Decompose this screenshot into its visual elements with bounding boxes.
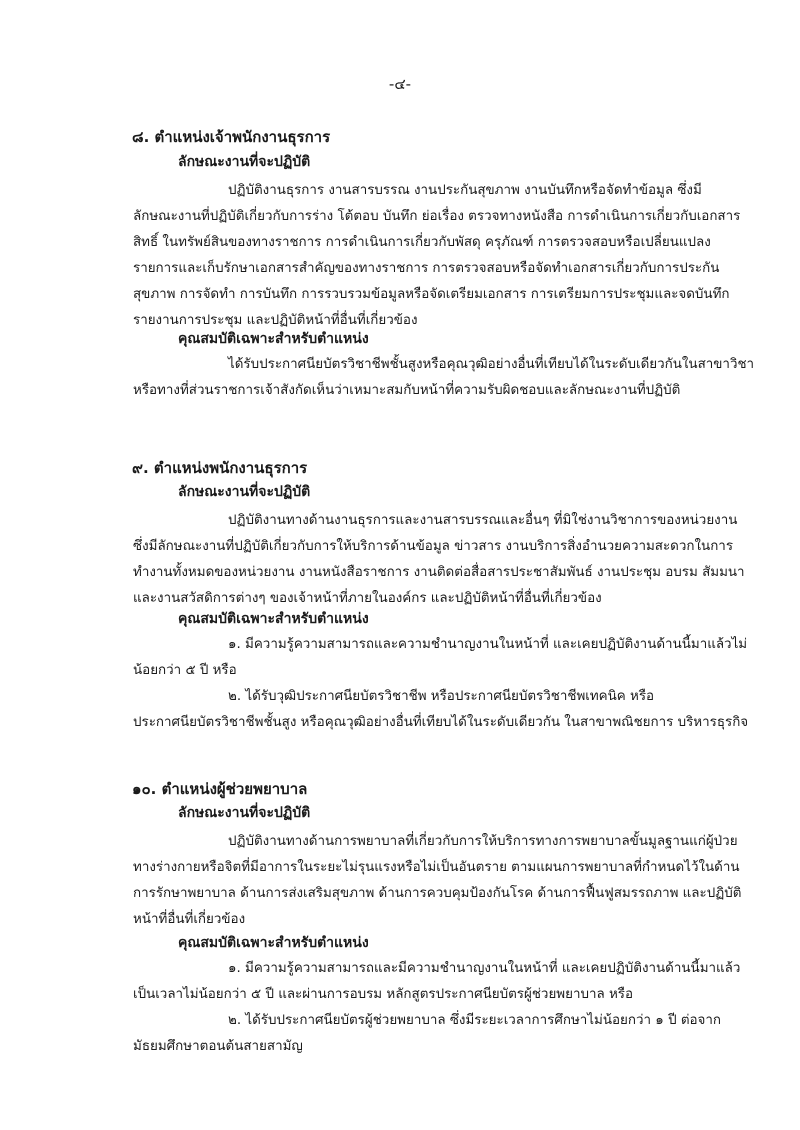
section-9-duty-title: ลักษณะงานที่จะปฏิบัติ	[178, 484, 311, 500]
text-line: เป็นเวลาไม่น้อยกว่า ๕ ปี และผ่านการอบรม หลักสูตรประกาศนียบัตรผู้ช่วยพยาบาล หรือ	[133, 987, 634, 1002]
text-line: ทำงานทั้งหมดของหน่วยงาน งานหนังสือราชการ งานติดต่อสื่อสารประชาสัมพันธ์ งานประชุม อบรม สัมมนา	[133, 565, 745, 580]
section-8-duty-text	[133, 178, 740, 334]
section-9-heading: ๙. ตำแหน่งพนักงานธุรการ	[132, 459, 308, 477]
section-10-duty-text	[133, 829, 741, 933]
text-line: ปฏิบัติงานทางด้านงานธุรการและงานสารบรรณและอื่นๆ ที่มิใช่งานวิชาการของหน่วยงาน	[228, 513, 738, 528]
text-line: ๑. มีความรู้ความสามารถและมีความชำนาญงานในหน้าที่ และเคยปฏิบัติงานด้านนี้มาแล้ว	[228, 961, 741, 976]
section-10-qual-text	[133, 956, 740, 1060]
text-line: ลักษณะงานที่ปฏิบัติเกี่ยวกับการร่าง โต้ตอบ บันทึก ย่อเรื่อง ตรวจทางหนังสือ การดำเนินการเกี่ยวกับเอกสาร	[133, 209, 741, 224]
section-9-qual-title: คุณสมบัติเฉพาะสำหรับตำแหน่ง	[178, 611, 369, 627]
section-10-heading: ๑๐. ตำแหน่งผู้ช่วยพยาบาล	[132, 780, 308, 798]
text-line: ปฏิบัติงานทางด้านการพยาบาลที่เกี่ยวกับการให้บริการทางการพยาบาลขั้นมูลฐานแก่ผู้ป่วย	[228, 834, 738, 849]
text-line: ซึ่งมีลักษณะงานที่ปฏิบัติเกี่ยวกับการให้บริการด้านข้อมูล ข่าวสาร งานบริการสิ่งอำนวยความสะดวกในการ	[133, 539, 734, 554]
section-10-duty-title: ลักษณะงานที่จะปฏิบัติ	[178, 805, 311, 821]
section-9-duty-text	[133, 508, 745, 612]
text-line: ประกาศนียบัตรวิชาชีพชั้นสูง หรือคุณวุฒิอย่างอื่นที่เทียบได้ในระดับเดียวกัน ในสาขาพณิชยการ บริหารธุรกิจ	[133, 715, 749, 730]
text-line: สุขภาพ การจัดทำ การบันทึก การรวบรวมข้อมูลหรือจัดเตรียมเอกสาร การเตรียมการประชุมและจดบันทึก	[133, 287, 730, 302]
text-line: การรักษาพยาบาล ด้านการส่งเสริมสุขภาพ ด้านการควบคุมป้องกันโรค ด้านการฟื้นฟูสมรรถภาพ และปฏิบัติ	[133, 886, 742, 901]
section-8-qual-text	[133, 352, 754, 404]
text-line: รายงานการประชุม และปฏิบัติหน้าที่อื่นที่เกี่ยวข้อง	[133, 313, 418, 328]
text-line: ๒. ได้รับวุฒิประกาศนียบัตรวิชาชีพ หรือประกาศนียบัตรวิชาชีพเทคนิค หรือ	[228, 689, 655, 704]
text-line: หน้าที่อื่นที่เกี่ยวข้อง	[133, 912, 246, 927]
text-line: น้อยกว่า ๕ ปี หรือ	[133, 663, 237, 678]
page-number: -๔-	[388, 75, 412, 93]
text-line: ๑. มีความรู้ความสามารถและความชำนาญงานในหน้าที่ และเคยปฏิบัติงานด้านนี้มาแล้วไม่	[228, 637, 748, 652]
text-line: และงานสวัสดิการต่างๆ ของเจ้าหน้าที่ภายในองค์กร และปฏิบัติหน้าที่อื่นที่เกี่ยวข้อง	[133, 591, 602, 606]
section-8-qual-title: คุณสมบัติเฉพาะสำหรับตำแหน่ง	[178, 331, 369, 347]
section-8-heading: ๘. ตำแหน่งเจ้าพนักงานธุรการ	[132, 128, 331, 146]
section-9-qual-text	[133, 632, 748, 736]
text-line: ได้รับประกาศนียบัตรวิชาชีพชั้นสูงหรือคุณวุฒิอย่างอื่นที่เทียบได้ในระดับเดียวกันในสาขาวิชา	[228, 357, 755, 372]
text-line: ทางร่างกายหรือจิตที่มีอาการในระยะไม่รุนแรงหรือไม่เป็นอันตราย ตามแผนการพยาบาลที่กำหนดไว้ในด้าน	[133, 860, 740, 875]
section-10-qual-title: คุณสมบัติเฉพาะสำหรับตำแหน่ง	[178, 935, 369, 951]
text-line: ๒. ได้รับประกาศนียบัตรผู้ช่วยพยาบาล ซึ่งมีระยะเวลาการศึกษาไม่น้อยกว่า ๑ ปี ต่อจาก	[228, 1013, 722, 1028]
text-line: ปฏิบัติงานธุรการ งานสารบรรณ งานประกันสุขภาพ งานบันทึกหรือจัดทำข้อมูล ซึ่งมี	[228, 183, 702, 198]
text-line: มัธยมศึกษาตอนต้นสายสามัญ	[133, 1039, 303, 1054]
section-8-duty-title: ลักษณะงานที่จะปฏิบัติ	[178, 154, 311, 170]
text-line: สิทธิ์ ในทรัพย์สินของทางราชการ การดำเนินการเกี่ยวกับพัสดุ ครุภัณฑ์ การตรวจสอบหรือเปลี่ยนแปลง	[133, 235, 711, 250]
text-line: รายการและเก็บรักษาเอกสารสำคัญของทางราชการ การตรวจสอบหรือจัดทำเอกสารเกี่ยวกับการประกัน	[133, 261, 720, 276]
text-line: หรือทางที่ส่วนราชการเจ้าสังกัดเห็นว่าเหมาะสมกับหน้าที่ความรับผิดชอบและลักษณะงานที่ปฏิบัติ	[133, 383, 681, 398]
